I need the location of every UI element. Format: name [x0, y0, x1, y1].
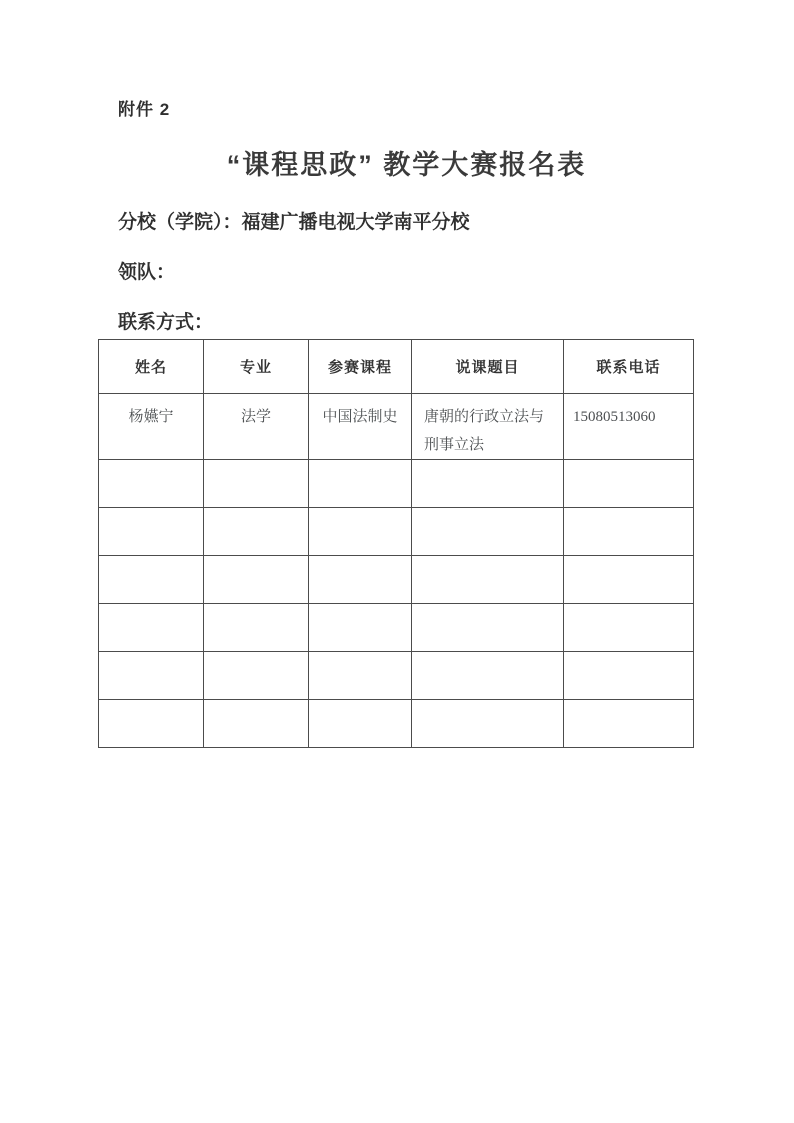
cell-course: [309, 508, 412, 556]
cell-major: [204, 652, 309, 700]
cell-course: [309, 604, 412, 652]
cell-phone: [564, 604, 694, 652]
cell-course: 中国法制史: [309, 394, 412, 460]
cell-name: [99, 508, 204, 556]
branch-value: 福建广播电视大学南平分校: [241, 212, 470, 233]
cell-phone: [564, 652, 694, 700]
cell-phone: 15080513060: [564, 394, 694, 460]
cell-course: [309, 700, 412, 748]
table-row: [99, 394, 694, 460]
table-row: [99, 556, 694, 604]
header-topic: 说课题目: [412, 340, 564, 394]
cell-name: [99, 652, 204, 700]
branch-label: 分校（学院）：: [118, 212, 242, 233]
branch-line: [118, 210, 693, 236]
cell-topic: [412, 556, 564, 604]
table-row: [99, 652, 694, 700]
cell-phone: [564, 460, 694, 508]
cell-name: [99, 604, 204, 652]
cell-course: [309, 460, 412, 508]
registration-table: [98, 339, 694, 748]
cell-topic: [412, 652, 564, 700]
cell-major: [204, 604, 309, 652]
leader-label: 领队：: [118, 262, 176, 283]
cell-name: 杨嬿宁: [99, 394, 204, 460]
header-name: 姓名: [99, 340, 204, 394]
cell-topic: 唐朝的行政立法与刑事立法: [412, 394, 564, 460]
cell-course: [309, 556, 412, 604]
table-row: [99, 604, 694, 652]
table-row: [99, 700, 694, 748]
cell-course: [309, 652, 412, 700]
cell-major: [204, 700, 309, 748]
table-row: [99, 460, 694, 508]
header-course: 参赛课程: [309, 340, 412, 394]
cell-major: [204, 508, 309, 556]
header-phone: 联系电话: [564, 340, 694, 394]
table-row: [99, 508, 694, 556]
cell-major: 法学: [204, 394, 309, 460]
cell-topic: [412, 604, 564, 652]
contact-label: 联系方式：: [118, 312, 214, 333]
page-title: “课程思政” 教学大赛报名表: [226, 150, 587, 180]
cell-major: [204, 460, 309, 508]
cell-topic: [412, 508, 564, 556]
header-major: 专业: [204, 340, 309, 394]
cell-name: [99, 556, 204, 604]
attachment-label: 附件 2: [118, 100, 171, 119]
cell-phone: [564, 508, 694, 556]
cell-name: [99, 460, 204, 508]
cell-topic: [412, 700, 564, 748]
header-row: [99, 340, 694, 394]
cell-major: [204, 556, 309, 604]
cell-phone: [564, 556, 694, 604]
cell-phone: [564, 700, 694, 748]
cell-name: [99, 700, 204, 748]
cell-topic: [412, 460, 564, 508]
